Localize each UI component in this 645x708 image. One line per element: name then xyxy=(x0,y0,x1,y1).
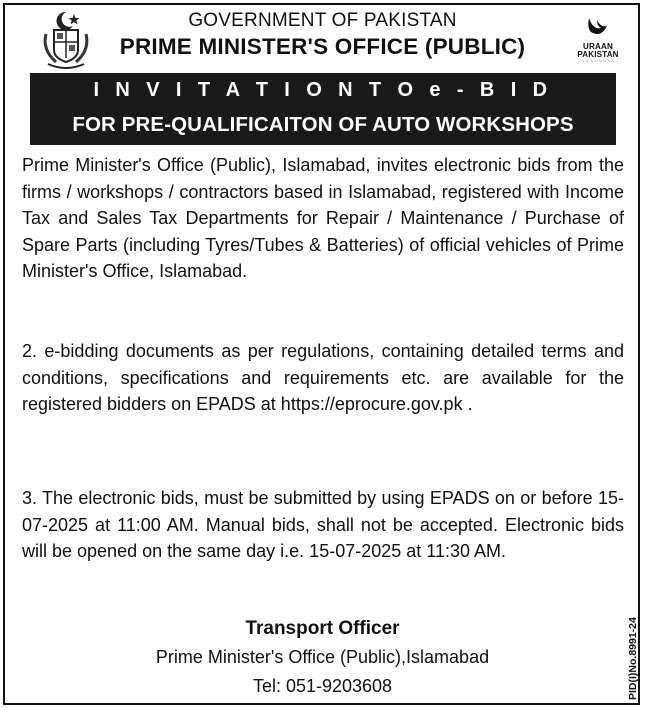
title-banner xyxy=(30,73,616,145)
logo-tagline-decoration: ~ ~ ~ ~ ~ ~ ~ ~ xyxy=(581,59,615,65)
paragraph-2: 2. e-bidding documents as per regulations, containing detailed terms and conditions, specifications and requirements etc. are available for the registered bidders on EPADS at https://eprocure.gov.pk . xyxy=(22,341,624,414)
pid-number: PID(I)No.8991-24 xyxy=(627,617,639,700)
paragraph-1: Prime Minister's Office (Public), Islamabad, invites electronic bids from the firms / workshops / contractors based in Islamabad, registered with Income Tax and Sales Tax Departments for Repair / Maintenance / Purchase of Spare Parts (including Tyres/Tubes & Batteries) of official vehicles of Prime Minister's Office, Islamabad. xyxy=(22,155,624,281)
invitation-subtitle: FOR PRE-QUALIFICAITON OF AUTO WORKSHOPS xyxy=(72,113,574,136)
government-heading: GOVERNMENT OF PAKISTAN xyxy=(188,10,457,31)
paragraph-3: 3. The electronic bids, must be submitted by using EPADS on or before 15-07-2025 at 11:00 AM. Manual bids, shall not be accepted. Electronic bids will be opened on the same day i.e. 15-07-2025 at 11:30 AM. xyxy=(22,488,624,561)
signatory-office: Prime Minister's Office (Public),Islamabad xyxy=(155,647,490,667)
signatory-phone: Tel: 051-9203608 xyxy=(252,676,393,696)
office-heading: PRIME MINISTER'S OFFICE (PUBLIC) xyxy=(119,34,526,59)
pakistan-text: PAKISTAN xyxy=(577,50,619,59)
signatory-title: Transport Officer xyxy=(245,618,400,639)
invitation-title: I N V I T A T I O N T O e - B I D xyxy=(93,79,553,101)
uraan-text: URAAN xyxy=(583,42,613,51)
